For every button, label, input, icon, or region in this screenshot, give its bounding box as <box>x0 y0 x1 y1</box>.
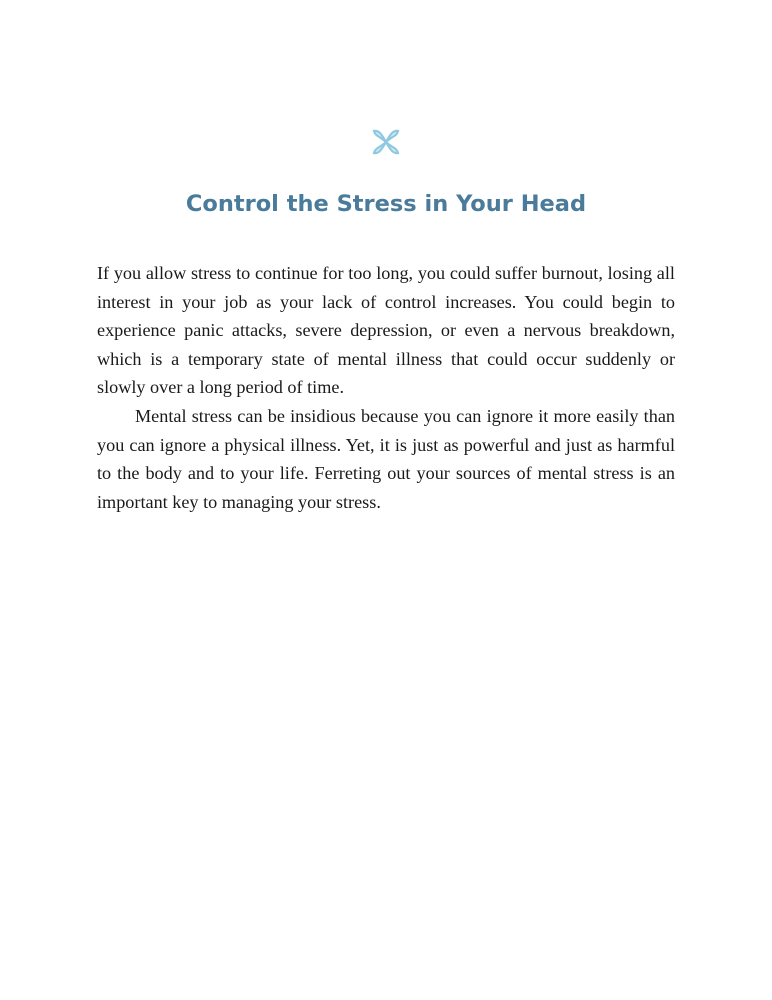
paragraph: Mental stress can be insidious because you can ignore it more easily than you can ignore a physical illness. Yet, it is just as powerful and just as harmful to the body and to your life. Ferreting out your sources of mental stress is an important key to managing your stress. <box>97 405 675 512</box>
paragraph: If you allow stress to continue for too long, you could suffer burnout, losing all interest in your job as your lack of control increases. You could begin to experience panic attacks, severe depression, or even a nervous breakdown, which is a temporary state of mental illness that could occur suddenly or slowly over a long period of time. <box>97 263 675 398</box>
four-petal-flower-icon <box>370 126 402 158</box>
body-text <box>97 259 675 516</box>
page-title: Control the Stress in Your Head <box>185 191 587 217</box>
